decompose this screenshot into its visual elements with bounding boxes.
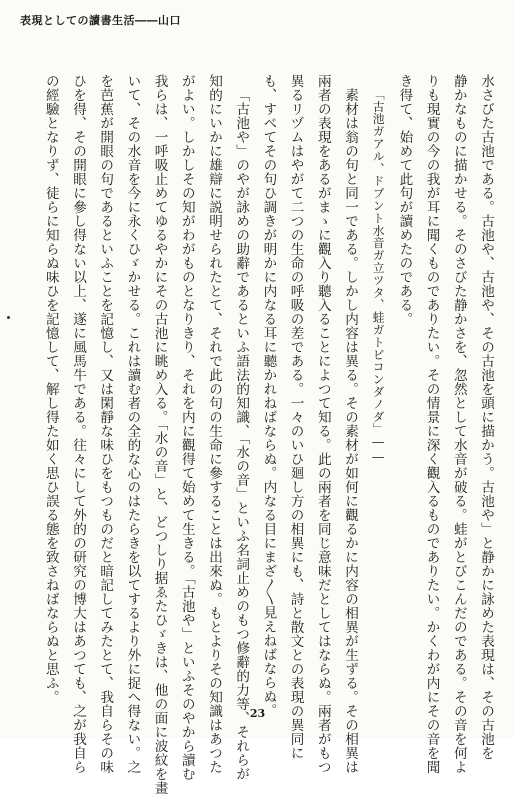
text-column: 兩者の表現をあるがまゝに觀入り聽入ることによつて知る。此の兩者を同じ意味だとしてはならぬ。兩者がもつ: [314, 74, 331, 774]
page-number: 23: [249, 707, 266, 720]
margin-dot: [7, 316, 10, 319]
text-column: の經驗となりず、徒らに知らぬ味ひを記憶して、解し得た如く思ひ誤る態を致さねばならぬと思ふ。: [42, 74, 59, 704]
text-column: 静かなものに描かせる。そのさびた静かさを、忽然として水音が破る。蛙がとびこんだのである。その音を何よ: [450, 74, 467, 774]
text-column: りも現實の今の我が耳に聞くものでありたい。その情景に深く觀入るものでありたい。かくわが内にその音を聞: [423, 74, 440, 774]
quoted-line: 「古池ガアル、ドブント水音ガ立ツタ、蛙ガトビコンダノダ」――: [371, 88, 386, 465]
text-column: がよい。しかしその知がわがものとなりきり、それを内に觀得て始めて生きる。「古池や」といふそのやから讀む: [178, 74, 195, 782]
text-column: を芭蕉が開眼の句であるといふことを記憶し、又は閑靜な味ひをもつものだと暗記してみたとて、我自らその味: [97, 74, 114, 774]
text-column: いて、その水音を今に永くひゞかせる。これは讀む者の全的な心のはたらきを以てするより外に捉へ得ない。之: [124, 74, 141, 774]
text-column: き得て、始めて此句が讀めたのである。: [396, 74, 413, 326]
running-head: 表現としての讀書生活――山口: [20, 14, 181, 27]
text-column: 異るリヅムはやがて二つの生命の呼吸の差である。一々のいひ廻し方の相異にも、詩と散文との表現の異同に: [287, 74, 304, 760]
text-column: ひを得、その開眼に參し得ない以上、遂に風馬牛である。往々にして外的の研究の博大はあつても、之が我自ら: [70, 74, 86, 774]
text-column: 我らは、一呼吸止めてゆるやかにその古池に眺め入る。「水の音」と、どつしり据ゑたひゞきは、他の面に波紋を畫: [151, 74, 168, 795]
text-column: も、すべてその句ひ調きが明かに内なる耳に聽かれねばならぬ。内なる目にまざ〳〵見えねばならぬ。: [260, 74, 277, 718]
text-column: 水さびた古池である。古池や、古池や、その古池を頭に描かう。古池や」と静かに詠めた表現は、その古池を: [478, 74, 494, 760]
text-column: 知的にいかに雄辯に説明せられたとて、それで此の句の生命に參することは出來ぬ。もとよりその知識はあつた: [206, 74, 222, 774]
text-column: 素材は翁の句と同一である。しかし内容は異る。その素材が如何に觀るかに内容の相異が生ずる。その相異は: [342, 88, 358, 774]
text-column: 「古池や」のやが詠めの助辭であるといふ語法的知識、「水の音」といふ名詞止めのもつ修辭的力等、それらが: [233, 88, 250, 782]
